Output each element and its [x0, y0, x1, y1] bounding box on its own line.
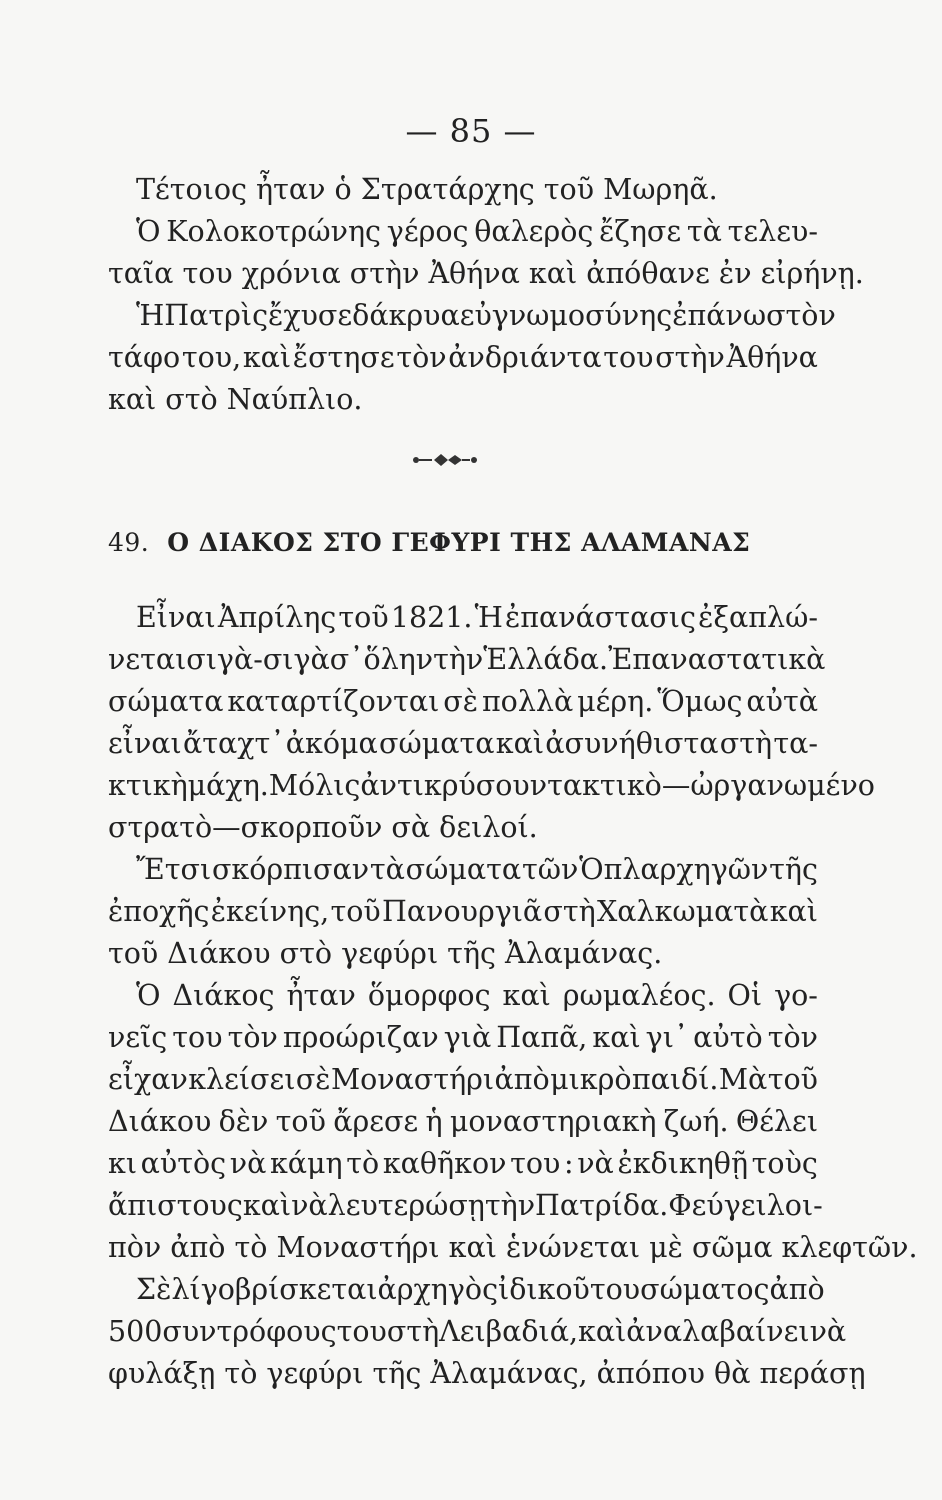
text-line: πὸν ἀπὸ τὸ Μοναστήρι καὶ ἑνώνεται μὲ σῶμα κλεφτῶν. — [108, 1231, 918, 1264]
text-line: Ὁ Κολοκοτρώνης γέρος θαλερὸς ἔζησε τὰ τελευ- — [136, 215, 818, 248]
text-line: εἶναι ἄταχτ᾽ ἀκόμα σώματα καὶ ἀσυνήθιστα στὴ τα- — [108, 727, 818, 760]
text-line: Ἡ Πατρὶς ἔχυσε δάκρυα εὐγνωμοσύνης ἐπάνω στὸν — [136, 299, 836, 332]
text-line: καὶ στὸ Ναύπλιο. — [108, 383, 363, 416]
text-line: σώματα καταρτίζονται σὲ πολλὰ μέρη. Ὅμως αὐτὰ — [108, 685, 818, 718]
text-line: νεται σιγὰ-σιγὰ σ᾽ ὅλην τὴν Ἑλλάδα. Ἐπαναστατικὰ — [108, 643, 826, 676]
text-line: τάφο του, καὶ ἔστησε τὸν ἀνδριάντα του στὴν Ἀθήνα — [108, 341, 818, 374]
text-line: νεῖς του τὸν προώριζαν γιὰ Παπᾶ, καὶ γι᾽ αὐτὸ τὸν — [108, 1021, 818, 1054]
text-line: φυλάξῃ τὸ γεφύρι τῆς Ἀλαμάνας, ἀπόπου θὰ περάσῃ — [108, 1357, 866, 1390]
text-line: Τέτοιος ἦταν ὁ Στρατάρχης τοῦ Μωρηᾶ. — [136, 173, 718, 206]
page-number: — 85 — — [405, 112, 537, 150]
text-line: εἶχαν κλείσει σὲ Μοναστήρι ἀπὸ μικρὸ παιδί. Μὰ τοῦ — [108, 1063, 818, 1096]
section-number: 49. — [108, 528, 150, 557]
text-line: Διάκου δὲν τοῦ ἄρεσε ἡ μοναστηριακὴ ζωή. Θέλει — [108, 1105, 818, 1138]
text-line: Εἶναι Ἀπρίλης τοῦ 1821. Ἡ ἐπανάστασις ἐξαπλώ- — [136, 601, 818, 634]
section-title: Ο ΔΙΑΚΟΣ ΣΤΟ ΓΕΦΥΡΙ ΤΗΣ ΑΛΑΜΑΝΑΣ — [167, 528, 751, 557]
text-line: κι αὐτὸς νὰ κάμη τὸ καθῆκον του : νὰ ἐκδικηθῇ τοὺς — [108, 1147, 818, 1180]
text-line: ταῖα του χρόνια στὴν Ἀθήνα καὶ ἀπόθανε ἐν εἰρήνῃ. — [108, 257, 864, 290]
text-line: κτικὴ μάχη. Μόλις ἀντικρύσουν τακτικὸ — ὠργανωμένο — [108, 769, 875, 802]
text-line: ἐποχῆς ἐκείνης, τοῦ Πανουργιᾶ στὴ Χαλκωματὰ καὶ — [108, 895, 818, 928]
text-line: Σὲ λίγο βρίσκεται ἀρχηγὸς ἰδικοῦ του σώματος ἀπὸ — [136, 1273, 825, 1306]
section-heading — [108, 528, 823, 557]
text-line: Ὁ Διάκος ἦταν ὅμορφος καὶ ρωμαλέος. Οἱ γο- — [136, 979, 818, 1012]
text-line: τοῦ Διάκου στὸ γεφύρι τῆς Ἀλαμάνας. — [108, 937, 663, 970]
text-line: Ἔτσι σκόρπισαν τὰ σώματα τῶν Ὁπλαρχηγῶν τῆς — [136, 853, 818, 886]
text-line: ἄπιστους καὶ νὰ λευτερώσῃ τὴν Πατρίδα. Φεύγει λοι- — [108, 1189, 823, 1222]
text-line: 500 συντρόφους του στὴ Λειβαδιά, καὶ ἀναλαβαίνει νὰ — [108, 1315, 847, 1348]
ornament-divider — [410, 450, 480, 470]
text-line: στρατὸ—σκορποῦν σὰ δειλοί. — [108, 811, 538, 844]
